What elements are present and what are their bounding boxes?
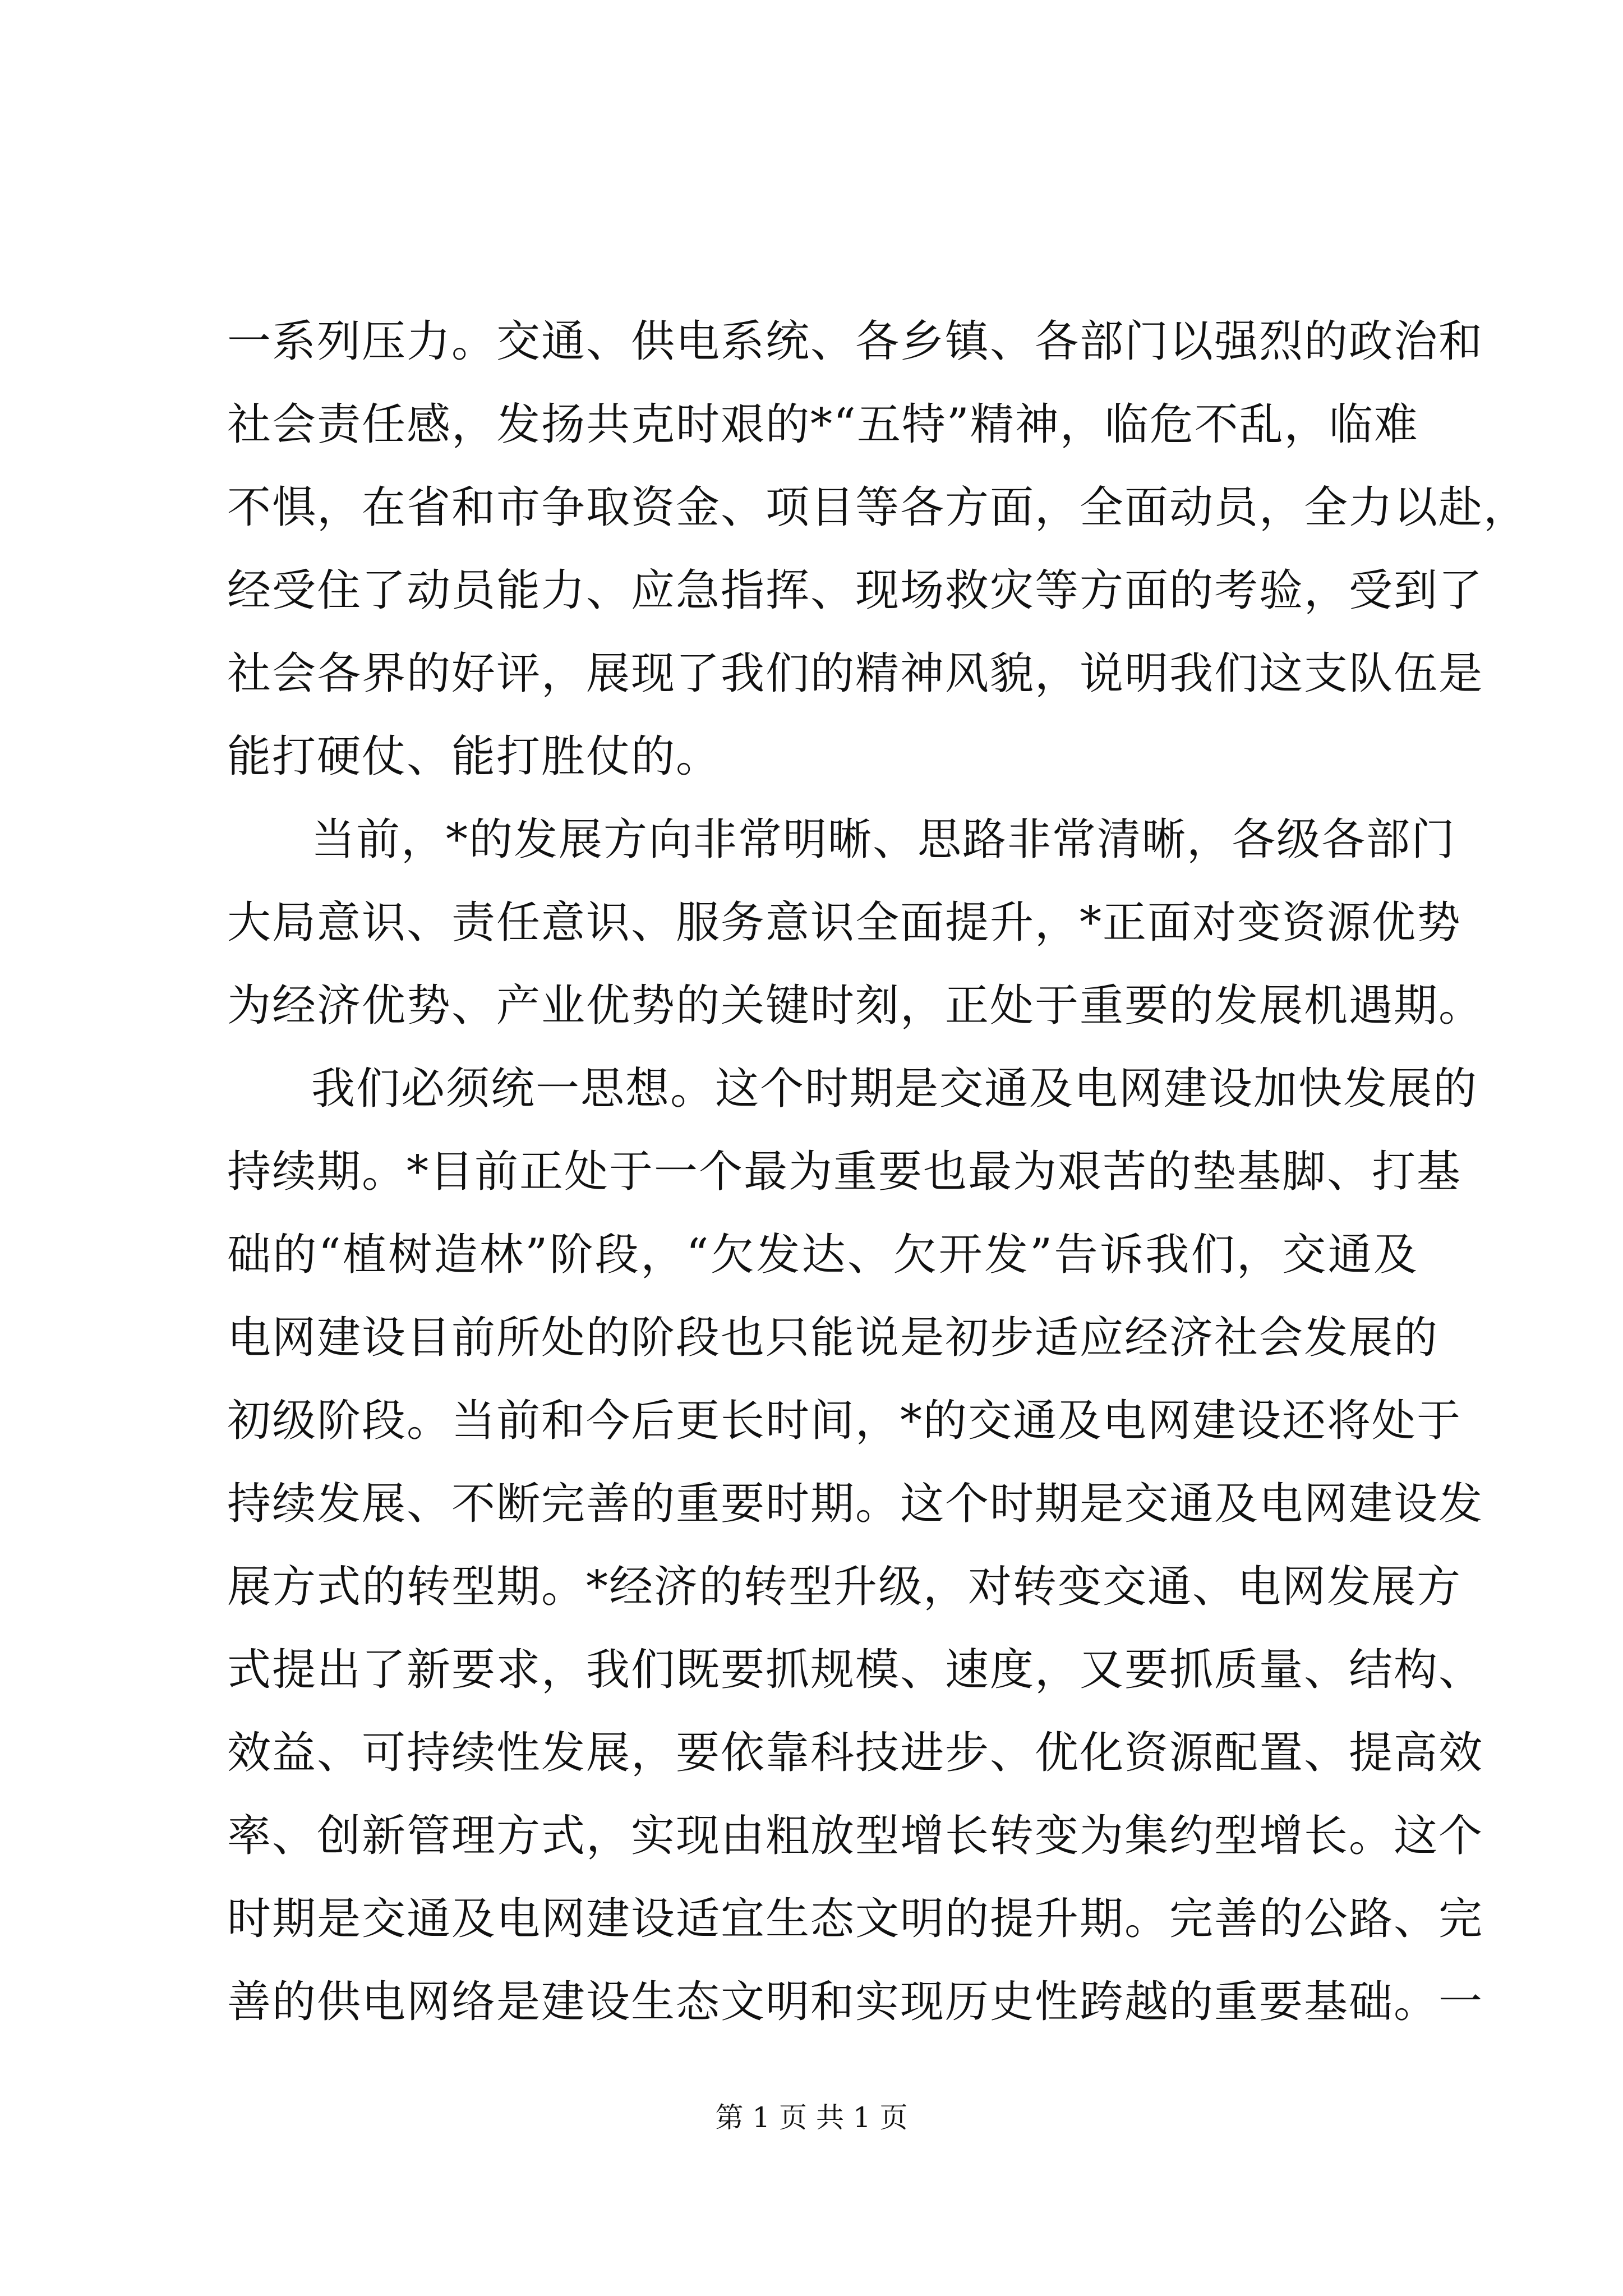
paragraph-first-line: 我们必须统一思想。这个时期是交通及电网建设加快发展的: [311, 1064, 1478, 1114]
text-line: 持续发展、不断完善的重要时期。这个时期是交通及电网建设发: [227, 1479, 1484, 1529]
text-line: 社会责任感，发扬共克时艰的*“五特”精神，临危不乱，临难: [227, 399, 1419, 450]
text-line: 为经济优势、产业优势的关键时刻，正处于重要的发展机遇期。: [227, 981, 1484, 1031]
text-line: 效益、可持续性发展，要依靠科技进步、优化资源配置、提高效: [227, 1728, 1484, 1778]
text-line: 电网建设目前所处的阶段也只能说是初步适应经济社会发展的: [227, 1313, 1439, 1363]
text-line: 持续期。*目前正处于一个最为重要也最为艰苦的垫基脚、打基: [227, 1147, 1462, 1197]
text-line: 大局意识、责任意识、服务意识全面提升，*正面对变资源优势: [227, 898, 1462, 948]
text-line: 一系列压力。交通、供电系统、各乡镇、各部门以强烈的政治和: [227, 316, 1484, 367]
text-line: 初级阶段。当前和今后更长时间，*的交通及电网建设还将处于: [227, 1396, 1462, 1446]
text-line: 率、创新管理方式，实现由粗放型增长转变为集约型增长。这个: [227, 1811, 1484, 1861]
document-body: [227, 300, 1529, 2044]
page-number-footer: 第 1 页 共 1 页: [715, 2101, 908, 2134]
text-line: 能打硬仗、能打胜仗的。: [227, 731, 721, 782]
text-line: 不惧，在省和市争取资金、项目等各方面，全面动员，全力以赴，: [227, 482, 1529, 533]
text-line: 善的供电网络是建设生态文明和实现历史性跨越的重要基础。一: [227, 1977, 1484, 2027]
text-line: 础的“植树造林”阶段，“欠发达、欠开发”告诉我们，交通及: [227, 1230, 1418, 1280]
text-line: 社会各界的好评，展现了我们的精神风貌，说明我们这支队伍是: [227, 648, 1484, 699]
text-line: 式提出了新要求，我们既要抓规模、速度，又要抓质量、结构、: [227, 1645, 1484, 1695]
text-line: 时期是交通及电网建设适宜生态文明的提升期。完善的公路、完: [227, 1894, 1484, 1944]
paragraph-first-line: 当前，*的发展方向非常明晰、思路非常清晰，各级各部门: [311, 815, 1456, 865]
text-line: 展方式的转型期。*经济的转型升级，对转变交通、电网发展方: [227, 1562, 1462, 1612]
text-line: 经受住了动员能力、应急指挥、现场救灾等方面的考验，受到了: [227, 565, 1484, 616]
